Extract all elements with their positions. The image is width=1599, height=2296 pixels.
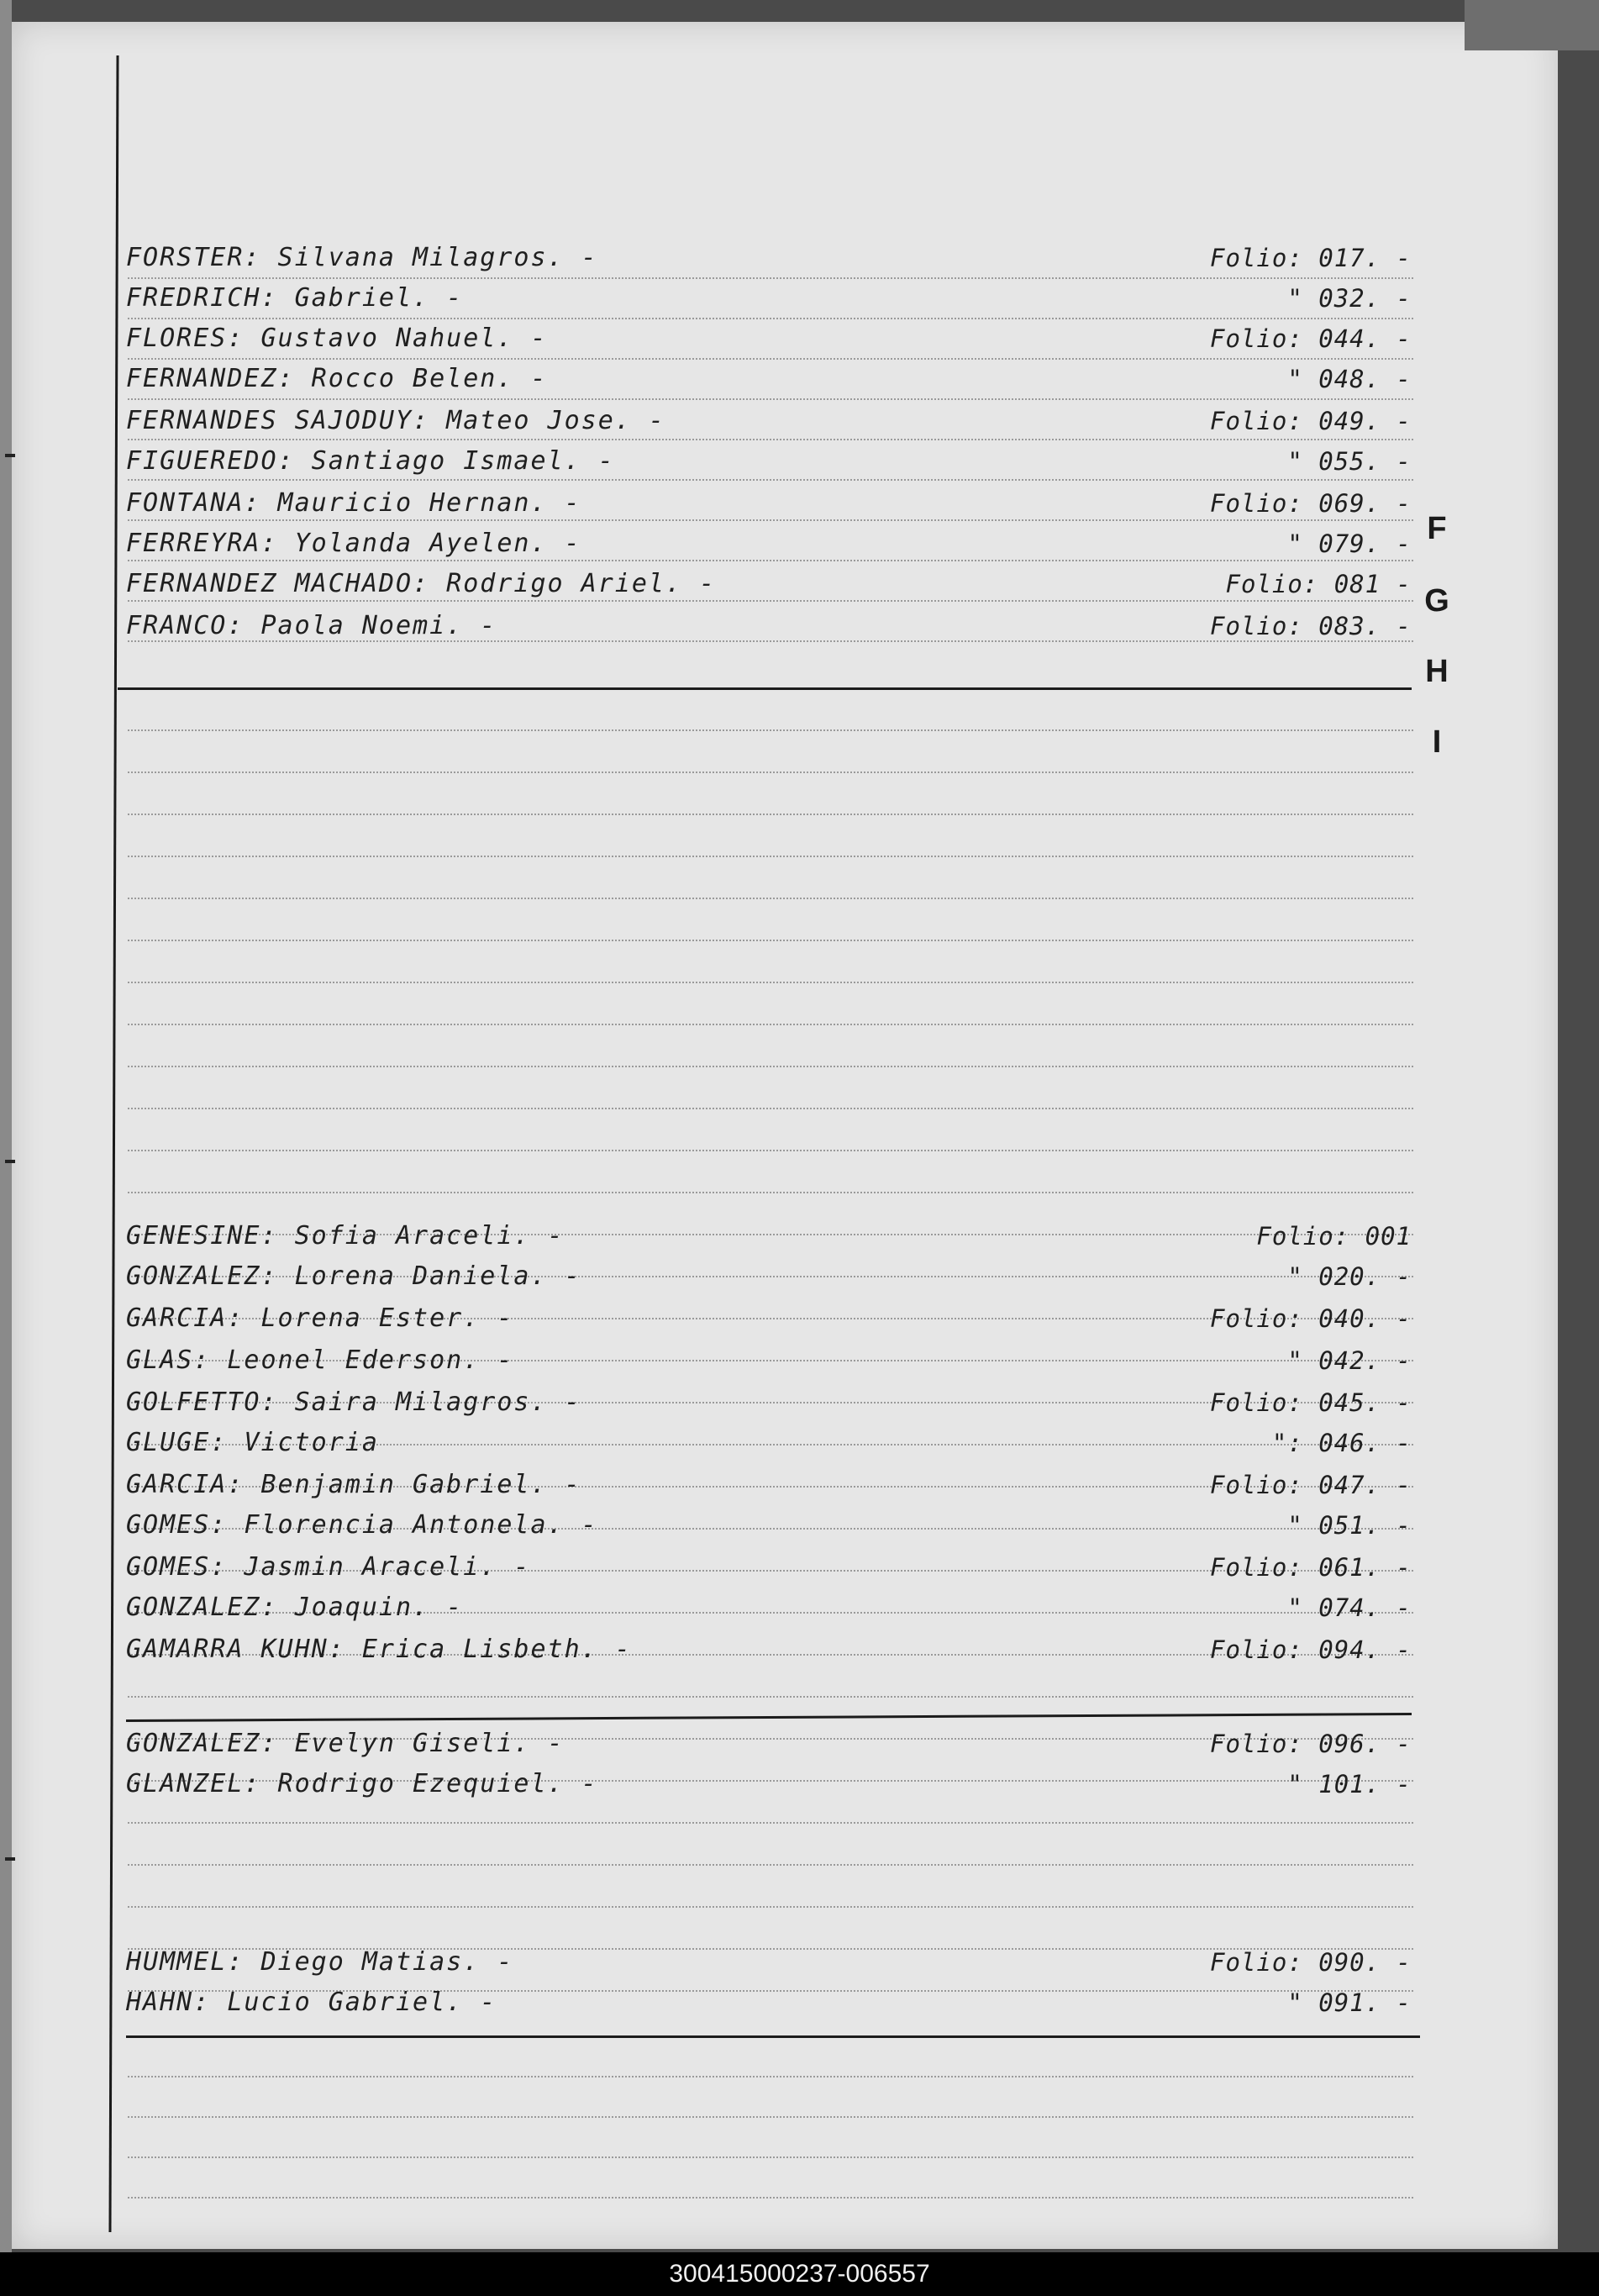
entry-folio: Folio: 094. - [1210, 1635, 1412, 1664]
index-entry [126, 400, 1412, 439]
index-entry [126, 440, 1412, 479]
index-entry [126, 1763, 1412, 1802]
index-entry [126, 1215, 1412, 1254]
ruled-line [128, 2197, 1413, 2199]
entry-folio: " 091. - [1287, 1988, 1412, 2017]
document-id: 300415000237-006557 [669, 2260, 930, 2288]
ruled-line [128, 1108, 1413, 1109]
ruled-line [128, 1906, 1413, 1908]
entry-name: GARCIA: Lorena Ester. - [126, 1303, 514, 1333]
entry-folio: " 032. - [1287, 284, 1412, 313]
entry-folio: " 079. - [1287, 529, 1412, 558]
entry-folio: Folio: 047. - [1210, 1471, 1412, 1499]
entry-name: HAHN: Lucio Gabriel. - [126, 1988, 497, 2017]
ruled-line [128, 940, 1413, 941]
entry-folio: Folio: 045. - [1210, 1388, 1412, 1417]
page-corner [1465, 0, 1599, 50]
ruled-line [128, 1696, 1413, 1698]
entry-folio: Folio: 017. - [1210, 244, 1412, 272]
index-entry [126, 1422, 1412, 1461]
index-entry [126, 1382, 1412, 1420]
index-entry [126, 358, 1412, 397]
entry-name: GLUGE: Victoria [126, 1428, 379, 1457]
entry-name: GLAS: Leonel Ederson. - [126, 1345, 514, 1375]
entry-name: FRANCO: Paola Noemi. - [126, 611, 497, 640]
entry-folio: Folio: 090. - [1210, 1948, 1412, 1977]
index-entry [126, 318, 1412, 356]
entry-folio: Folio: 040. - [1210, 1304, 1412, 1333]
entry-name: FREDRICH: Gabriel. - [126, 283, 464, 313]
entry-folio: " 055. - [1287, 447, 1412, 476]
entry-folio: " 051. - [1287, 1511, 1412, 1540]
entry-folio: Folio: 081 - [1225, 570, 1412, 598]
index-letter-g: G [1424, 583, 1449, 619]
entry-name: GONZALEZ: Joaquin. - [126, 1593, 464, 1622]
entry-folio: Folio: 001 [1256, 1222, 1412, 1251]
ruled-line [128, 2156, 1413, 2158]
entry-folio: " 020. - [1287, 1262, 1412, 1291]
entry-folio: Folio: 096. - [1210, 1730, 1412, 1758]
ruled-line [128, 771, 1413, 773]
index-entry [126, 605, 1412, 644]
entry-name: GOLFETTO: Saira Milagros. - [126, 1388, 581, 1417]
index-entry [126, 1504, 1412, 1543]
entry-name: GOMES: Jasmin Araceli. - [126, 1552, 531, 1582]
entry-name: FERNANDEZ: Rocco Belen. - [126, 364, 548, 393]
entry-name: GLANZEL: Rodrigo Ezequiel. - [126, 1769, 598, 1798]
entry-name: GONZALEZ: Lorena Daniela. - [126, 1261, 581, 1291]
index-entry [126, 1941, 1412, 1980]
index-entry [126, 1546, 1412, 1585]
index-entry [126, 1587, 1412, 1625]
index-entry [126, 1340, 1412, 1378]
ruled-line [128, 729, 1413, 731]
ruled-line [128, 2076, 1413, 2077]
index-entry [126, 277, 1412, 316]
entry-name: GENESINE: Sofia Araceli. - [126, 1221, 565, 1251]
entry-name: FIGUEREDO: Santiago Ismael. - [126, 446, 615, 476]
book-spine [0, 0, 12, 2252]
entry-name: FERNANDEZ MACHADO: Rodrigo Ariel. - [126, 569, 717, 598]
index-letter-h: H [1425, 654, 1449, 689]
entry-name: GONZALEZ: Evelyn Giseli. - [126, 1729, 565, 1758]
index-entry [126, 1464, 1412, 1503]
ruled-line [128, 1822, 1413, 1824]
entry-folio: " 042. - [1287, 1346, 1412, 1375]
entry-name: HUMMEL: Diego Matias. - [126, 1947, 514, 1977]
index-entry [126, 563, 1412, 602]
index-entry [126, 237, 1412, 276]
ruled-line [128, 1024, 1413, 1025]
entry-name: GAMARRA KUHN: Erica Lisbeth. - [126, 1635, 632, 1664]
entry-folio: Folio: 083. - [1210, 612, 1412, 640]
entry-folio: " 101. - [1287, 1770, 1412, 1798]
entry-name: GOMES: Florencia Antonela. - [126, 1510, 598, 1540]
entry-folio: Folio: 069. - [1210, 489, 1412, 518]
index-entry [126, 1723, 1412, 1761]
ruled-line [128, 1192, 1413, 1193]
entry-name: FORSTER: Silvana Milagros. - [126, 243, 598, 272]
index-entry [126, 1256, 1412, 1294]
entry-name: FONTANA: Mauricio Hernan. - [126, 488, 581, 518]
ruled-line [128, 479, 1413, 481]
index-letter-f: F [1427, 511, 1447, 546]
index-letter-i: I [1432, 724, 1442, 760]
section-separator-h [126, 2035, 1420, 2038]
entry-name: GARCIA: Benjamin Gabriel. - [126, 1470, 581, 1499]
index-entry [126, 482, 1412, 521]
section-separator-f [118, 687, 1412, 690]
entry-folio: " 074. - [1287, 1593, 1412, 1622]
entry-folio: Folio: 049. - [1210, 407, 1412, 435]
binding-mark [5, 1160, 15, 1163]
ruled-line [128, 898, 1413, 899]
index-entry [126, 1629, 1412, 1667]
index-entry [126, 523, 1412, 561]
ruled-line [128, 1150, 1413, 1151]
entry-folio: Folio: 044. - [1210, 324, 1412, 353]
ruled-line [128, 1066, 1413, 1067]
entry-folio: ": 046. - [1271, 1429, 1412, 1457]
ruled-line [128, 814, 1413, 815]
entry-name: FERNANDES SAJODUY: Mateo Jose. - [126, 406, 665, 435]
ruled-line [128, 856, 1413, 857]
document-id-bar [0, 2252, 1599, 2296]
entry-folio: Folio: 061. - [1210, 1553, 1412, 1582]
entry-name: FLORES: Gustavo Nahuel. - [126, 324, 548, 353]
index-entry [126, 1298, 1412, 1336]
index-entry [126, 1982, 1412, 2020]
ruled-line [128, 2116, 1413, 2118]
ruled-line [128, 1864, 1413, 1866]
binding-mark [5, 1857, 15, 1861]
entry-name: FERREYRA: Yolanda Ayelen. - [126, 529, 581, 558]
entry-folio: " 048. - [1287, 365, 1412, 393]
ruled-line [128, 982, 1413, 983]
binding-mark [5, 454, 15, 457]
